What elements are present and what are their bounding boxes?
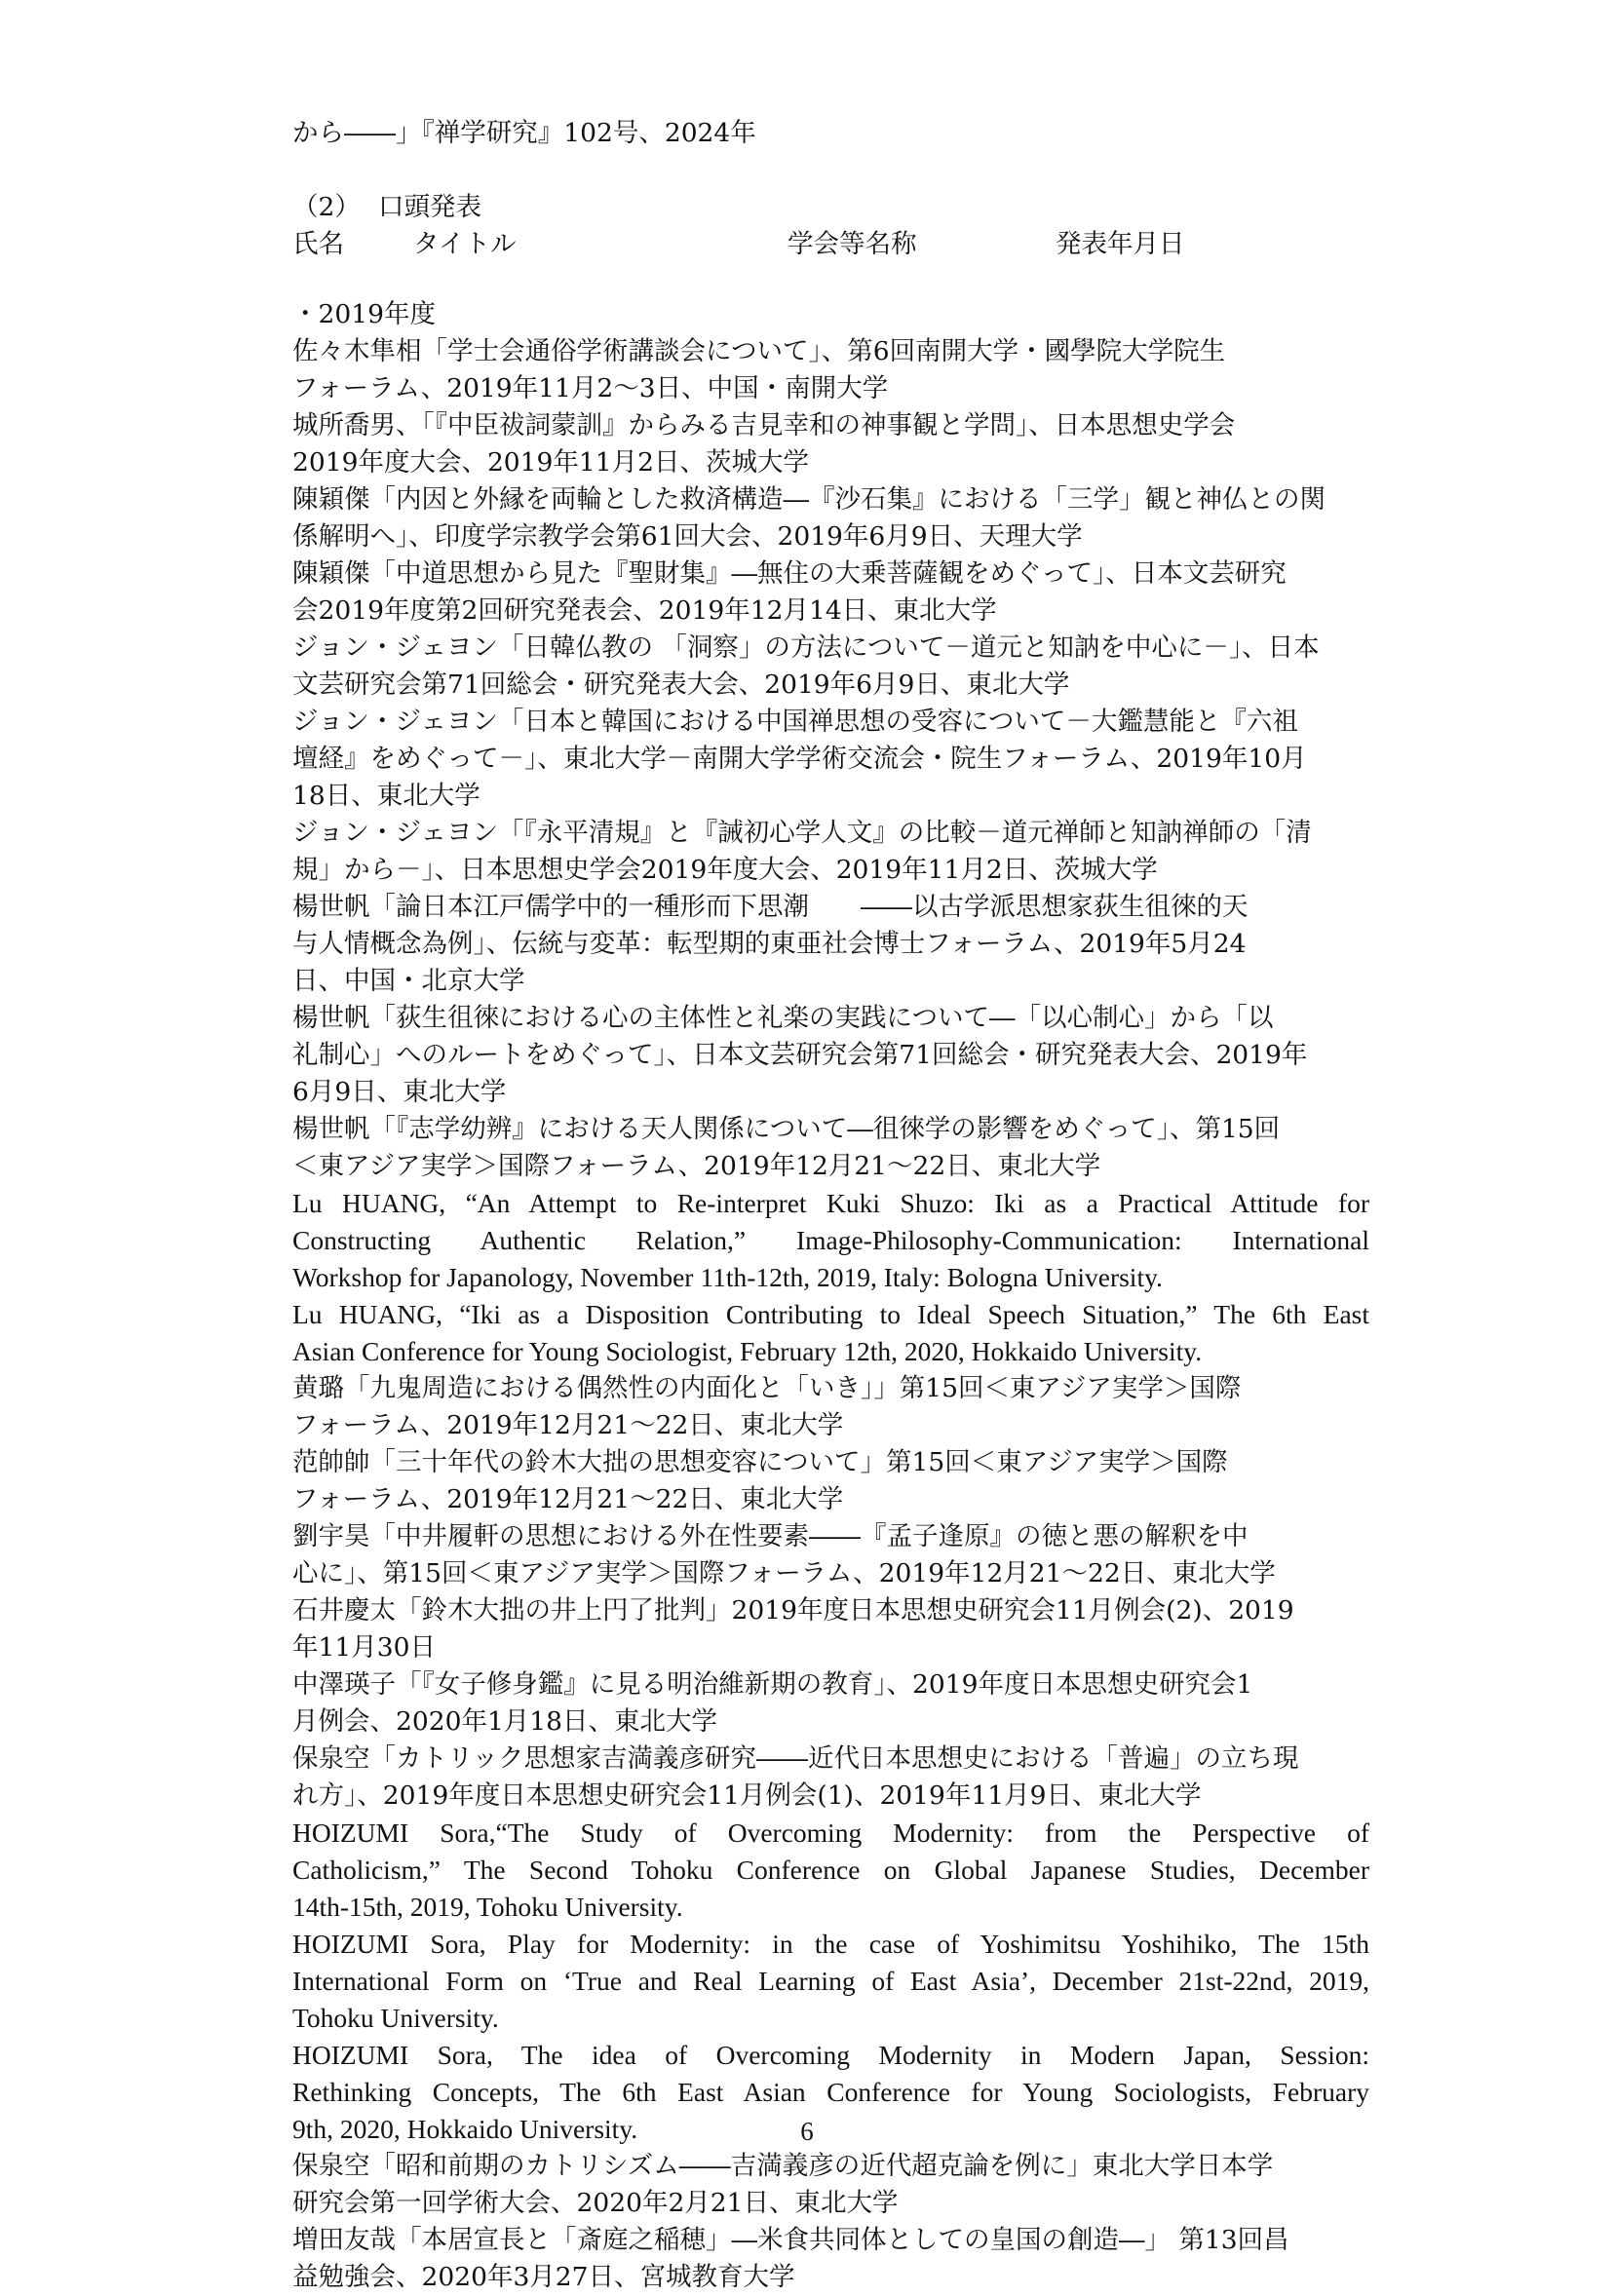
page-number: 6 (800, 2117, 814, 2146)
presentation-entry-line: 文芸研究会第71回総会・研究発表大会、2019年6月9日、東北大学 (292, 670, 1070, 700)
presentation-entry (292, 630, 1369, 704)
presentation-entry-line: HOIZUMI Sora, Play for Modernity: in the case of Yoshimitsu Yoshihiko, The 15th (292, 1929, 1369, 1959)
presentation-entry-line: 黄璐「九鬼周造における偶然性の内面化と「いき」」第15回＜東アジア実学＞国際 (292, 1373, 1242, 1403)
presentation-entry (292, 815, 1369, 889)
column-label-name: 氏名 (292, 229, 344, 259)
presentation-entry-line: 楊世帆「荻生徂徠における心の主体性と礼楽の実践について―「以心制心」から「以 (292, 1003, 1274, 1033)
presentation-entry-line: フォーラム、2019年12月21～22日、東北大学 (292, 1410, 844, 1440)
presentation-entry (292, 1592, 1369, 1666)
presentation-entry-line: 壇経』をめぐって－」、東北大学－南開大学学術交流会・院生フォーラム、2019年10月 (292, 744, 1307, 774)
presentation-entry (292, 481, 1369, 555)
spacer (292, 263, 1369, 296)
continued-reference: から――」『禅学研究』102号、2024年 (292, 118, 756, 148)
column-labels (292, 226, 1369, 263)
presentation-entry-line: 会2019年度第2回研究発表会、2019年12月14日、東北大学 (292, 595, 997, 626)
presentation-entry (292, 2222, 1369, 2296)
presentation-entry-line: 日、中国・北京大学 (292, 966, 525, 996)
presentation-entry-line: 范帥帥「三十年代の鈴木大拙の思想変容について」第15回＜東アジア実学＞国際 (292, 1447, 1228, 1477)
presentation-entry-line: ジョン・ジェヨン「日韓仏教の 「洞察」の方法について－道元と知訥を中心に－」、日本 (292, 632, 1320, 663)
presentation-entry-line: 陳穎傑「内因と外縁を両輪とした救済構造―『沙石集』における「三学」観と神仏との関 (292, 484, 1326, 515)
presentation-entry-line: 研究会第一回学術大会、2020年2月21日、東北大学 (292, 2188, 899, 2218)
presentation-entry (292, 333, 1369, 407)
presentation-entry (292, 1666, 1369, 1741)
presentation-entry-line: 城所喬男、「『中臣祓詞蒙訓』からみる吉見幸和の神事観と学問」、日本思想史学会 (292, 410, 1236, 440)
presentation-entry-line: 14th-15th, 2019, Tohoku University. (292, 1892, 683, 1922)
presentation-entry (292, 1111, 1369, 1185)
section-heading (292, 189, 1369, 226)
section-number: （2） (292, 192, 361, 222)
presentation-entry-line: Asian Conference for Young Sociologist, February 12th, 2020, Hokkaido University. (292, 1336, 1203, 1366)
presentation-entry-line: 増田友哉「本居宣長と「斎庭之稲穂」―米食共同体としての皇国の創造―」 第13回昌 (292, 2225, 1289, 2255)
presentation-entry (292, 1518, 1369, 1592)
presentation-entry-line: Catholicism,” The Second Tohoku Conference on Global Japanese Studies, December (292, 1855, 1369, 1885)
column-label-date: 発表年月日 (1056, 229, 1185, 259)
presentation-entry-line: ＜東アジア実学＞国際フォーラム、2019年12月21～22日、東北大学 (292, 1151, 1101, 1181)
presentation-entry-line: フォーラム、2019年11月2～3日、中国・南開大学 (292, 373, 889, 403)
presentation-entry-line: 規」から－」、日本思想史学会2019年度大会、2019年11月2日、茨城大学 (292, 855, 1158, 885)
presentation-entry-line: 益勉強会、2020年3月27日、宮城教育大学 (292, 2262, 795, 2292)
presentation-entry (292, 1741, 1369, 1815)
presentation-entry-line: 月例会、2020年1月18日、東北大学 (292, 1706, 718, 1737)
presentation-entry-line: 2019年度大会、2019年11月2日、茨城大学 (292, 447, 809, 478)
presentation-entry (292, 1185, 1369, 1296)
presentation-entry (292, 1296, 1369, 1370)
presentation-entry (292, 889, 1369, 1000)
presentation-entry-line: HOIZUMI Sora, The idea of Overcoming Modernity in Modern Japan, Session: (292, 2040, 1369, 2070)
presentation-entry-line: 保泉空「カトリック思想家吉満義彦研究――近代日本思想史における「普遍」の立ち現 (292, 1743, 1299, 1774)
presentation-entry-line: Lu HUANG, “An Attempt to Re-interpret Kuki Shuzo: Iki as a Practical Attitude for (292, 1188, 1369, 1218)
presentation-entry-line: Constructing Authentic Relation,” Image-Philosophy-Communication: International (292, 1225, 1369, 1255)
presentation-entry (292, 1444, 1369, 1518)
presentation-entry (292, 1000, 1369, 1111)
presentation-entry-line: 中澤瑛子「『女子修身鑑』に見る明治維新期の教育」、2019年度日本思想史研究会1 (292, 1669, 1253, 1700)
presentation-entry-line: International Form on ‘True and Real Learning of East Asia’, December 21st-22nd, 2019, (292, 1966, 1369, 1996)
presentation-entry-line: 9th, 2020, Hokkaido University. (292, 2114, 638, 2144)
presentation-entry-line: 礼制心」へのルートをめぐって」、日本文芸研究会第71回総会・研究発表大会、2019年 (292, 1040, 1308, 1070)
presentation-entry-line: Lu HUANG, “Iki as a Disposition Contributing to Ideal Speech Situation,” The 6th East (292, 1299, 1369, 1329)
presentation-entry-line: 陳穎傑「中道思想から見た『聖財集』―無住の大乗菩薩観をめぐって」、日本文芸研究 (292, 558, 1287, 589)
presentation-entry-line: 石井慶太「鈴木大拙の井上円了批判」2019年度日本思想史研究会11月例会(2)、2019 (292, 1595, 1294, 1626)
presentation-entry-line: ジョン・ジェヨン「日本と韓国における中国禅思想の受容について－大鑑慧能と『六祖 (292, 707, 1298, 737)
section-title: 口頭発表 (378, 192, 481, 222)
presentation-entry-line: 6月9日、東北大学 (292, 1077, 507, 1107)
presentation-entry (292, 1815, 1369, 1926)
column-label-venue: 学会等名称 (788, 229, 917, 259)
presentation-entry (292, 1926, 1369, 2037)
presentation-entry-line: 楊世帆「『志学幼辨』における天人関係について―徂徠学の影響をめぐって」、第15回 (292, 1114, 1281, 1144)
fiscal-year-label: ・2019年度 (292, 299, 436, 329)
presentation-entry (292, 1370, 1369, 1444)
presentation-entry-line: れ方」、2019年度日本思想史研究会11月例会(1)、2019年11月9日、東北大学 (292, 1780, 1202, 1811)
presentation-entry (292, 2148, 1369, 2222)
presentation-entry-line: 佐々木隼相「学士会通俗学術講談会について」、第6回南開大学・國學院大学院生 (292, 336, 1226, 366)
presentation-entry-line: 年11月30日 (292, 1632, 436, 1663)
presentation-entry-line: Tohoku University. (292, 2003, 499, 2033)
presentation-entry-line: フォーラム、2019年12月21～22日、東北大学 (292, 1484, 844, 1514)
spacer (292, 152, 1369, 189)
presentation-entry-line: 楊世帆「論日本江戸儒学中的一種形而下思潮 ――以古学派思想家荻生徂徠的天 (292, 892, 1249, 922)
presentation-entry-line: HOIZUMI Sora,“The Study of Overcoming Modernity: from the Perspective of (292, 1818, 1369, 1848)
presentation-entry-line: ジョン・ジェヨン「『永平清規』と『誡初心学人文』の比較－道元禅師と知訥禅師の「清 (292, 818, 1312, 848)
presentation-list (292, 333, 1369, 2296)
presentation-entry-line: 与人情概念為例」、伝統与変革：転型期的東亜社会博士フォーラム、2019年5月24 (292, 929, 1247, 959)
presentation-entry (292, 407, 1369, 481)
presentation-entry-line: 係解明へ」、印度学宗教学会第61回大会、2019年6月9日、天理大学 (292, 521, 1083, 552)
presentation-entry (292, 704, 1369, 815)
presentation-entry-line: Workshop for Japanology, November 11th-12th, 2019, Italy: Bologna University. (292, 1262, 1163, 1292)
presentation-entry-line: 心に」、第15回＜東アジア実学＞国際フォーラム、2019年12月21～22日、東北大学 (292, 1558, 1276, 1588)
presentation-entry-line: Rethinking Concepts, The 6th East Asian Conference for Young Sociologists, February (292, 2077, 1369, 2107)
presentation-entry-line: 保泉空「昭和前期のカトリシズム――吉満義彦の近代超克論を例に」東北大学日本学 (292, 2151, 1274, 2181)
presentation-entry-line: 劉宇昊「中井履軒の思想における外在性要素――『孟子逢原』の徳と悪の解釈を中 (292, 1521, 1249, 1551)
presentation-entry-line: 18日、東北大学 (292, 781, 480, 811)
presentation-entry (292, 555, 1369, 630)
column-label-title: タイトル (413, 229, 517, 259)
page-content (292, 115, 1369, 2296)
